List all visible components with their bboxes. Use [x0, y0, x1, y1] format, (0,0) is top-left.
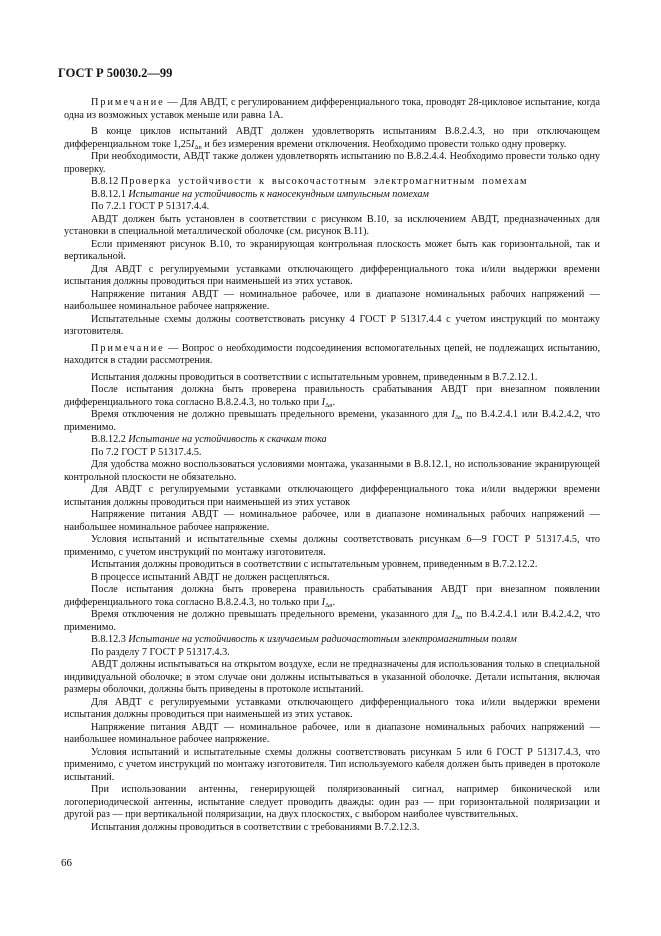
subsection-number: В.8.12.3	[91, 634, 129, 645]
note-paragraph	[64, 343, 600, 368]
document-header: ГОСТ Р 50030.2—99	[58, 66, 173, 80]
subscript: Δn	[454, 414, 463, 421]
note-text: — Для АВДТ, с регулированием дифференциального тока, проводят 28-цикловое испытание, когда одна из возможных уставок меньше или равна 1А.	[64, 97, 600, 121]
paragraph: Для АВДТ с регулируемыми уставками отключающего дифференциального тока и/или выдержки времени испытания должны проводиться при наименьшей из этих уставок.	[64, 696, 600, 720]
text-run: Время отключения не должно превышать предельного времени, указанного для	[91, 609, 452, 620]
paragraph	[64, 584, 600, 609]
paragraph: Напряжение питания АВДТ — номинальное рабочее, или в диапазоне номинальных рабочих напряжений — наибольшее номинальное рабочее напряжение.	[64, 509, 600, 533]
paragraph: АВДТ должен быть установлен в соответствии с рисунком В.10, за исключением АВДТ, предназначенных для установки в специальной металлической оболочке (см. рисунок В.11).	[64, 213, 600, 237]
reference-line: По разделу 7 ГОСТ Р 51317.4.3.	[91, 646, 230, 658]
subsection-heading	[64, 434, 600, 447]
paragraph	[64, 384, 600, 409]
reference-line: По 7.2 ГОСТ Р 51317.4.5.	[91, 446, 202, 458]
paragraph	[64, 409, 600, 434]
paragraph: АВДТ должны испытываться на открытом воздухе, если не предназначены для использования только в специальной индивидуальной оболочке; в этом случае они должны испытываться в указанной оболочке. Детали испытания, включая размеры оболочки, должны быть приведены в протоколе испытаний.	[64, 659, 600, 695]
text-run: После испытания должна быть проверена правильность срабатывания АВДТ при внезапном появлении дифференциального тока согласно В.8.2.4.3, но только при	[64, 384, 600, 408]
paragraph: Испытания должны проводиться в соответствии с требованиями В.7.2.12.3.	[91, 821, 420, 833]
paragraph: Испытательные схемы должны соответствовать рисунку 4 ГОСТ Р 51317.4.4 с учетом инструкций по монтажу изготовителя.	[64, 313, 600, 337]
text-run: по В.4.2.4.1 или В.4.2.4.2, что применимо.	[64, 409, 600, 433]
section-number: В.8.12	[91, 176, 121, 187]
symbol-current: I	[451, 609, 455, 620]
subsection-heading	[64, 634, 600, 647]
text-run: и без измерения времени отключения. Необходимо провести только одну проверку.	[201, 138, 567, 150]
text-run: Время отключения не должно превышать предельного времени, указанного для	[91, 409, 452, 420]
paragraph	[64, 126, 600, 151]
symbol-current: I	[451, 409, 455, 420]
paragraph: Если применяют рисунок В.10, то экранирующая контрольная плоскость может быть как горизонтальной, так и вертикальной.	[64, 238, 600, 262]
paragraph: Для АВДТ с регулируемыми уставками отключающего дифференциального тока и/или выдержки времени испытания должны проводиться при наименьшей из этих уставок	[64, 484, 600, 508]
paragraph	[64, 609, 600, 634]
section-heading	[64, 176, 600, 189]
paragraph: Для удобства можно воспользоваться условиями монтажа, указанными в В.8.12.1, но использование экранирующей контрольной плоскости не обязательно.	[64, 459, 600, 483]
text-run: .	[332, 596, 336, 608]
subsection-title: Испытание на устойчивость к скачкам тока	[128, 434, 327, 445]
note-label: Примечание	[91, 342, 165, 354]
subsection-number: В.8.12.1	[91, 188, 129, 200]
symbol-current: I	[190, 138, 195, 150]
subscript: Δn	[325, 601, 333, 609]
text-run: После испытания должна быть проверена правильность срабатывания АВДТ при внезапном появлении дифференциального тока согласно В.8.2.4.3, но только при	[64, 584, 600, 608]
subscript: Δn	[194, 143, 202, 151]
paragraph: Для АВДТ с регулируемыми уставками отключающего дифференциального тока и/или выдержки времени испытания должны проводиться при наименьшей из этих уставок.	[64, 263, 600, 287]
symbol-current: I	[321, 596, 326, 608]
subsection-number: В.8.12.2	[91, 434, 129, 445]
subscript: Δn	[325, 401, 333, 409]
reference-line: По 7.2.1 ГОСТ Р 51317.4.4.	[91, 201, 210, 212]
paragraph: Условия испытаний и испытательные схемы должны соответствовать рисункам 6—9 ГОСТ Р 51317.4.5, что применимо, с учетом инструкций по монтажу изготовителя.	[64, 534, 600, 558]
subscript: Δn	[454, 614, 463, 621]
note-paragraph	[64, 97, 600, 122]
subsection-title: Испытание на устойчивость к наносекундным импульсным помехам	[128, 188, 429, 200]
page-number: 66	[61, 857, 72, 869]
paragraph: Испытания должны проводиться в соответствии с испытательным уровнем, приведенным в В.7.2.12.2.	[91, 559, 538, 570]
paragraph: Напряжение питания АВДТ — номинальное рабочее, или в диапазоне номинальных рабочих напряжений — наибольшее номинальное рабочее напряжение.	[64, 288, 600, 312]
text-run: .	[332, 396, 336, 408]
document-body	[64, 97, 600, 834]
note-label: Примечание	[91, 97, 165, 108]
section-title: Проверка устойчивости к высокочастотным электромагнитным помехам	[120, 176, 528, 187]
subsection-heading	[64, 189, 600, 202]
text-run: по В.4.2.4.1 или В.4.2.4.2, что применимо.	[64, 609, 600, 633]
paragraph: При использовании антенны, генерирующей поляризованный сигнал, например биконической или логопериодической антенны, испытание следует проводить дважды: один раз — при горизонтальной поляризации и другой раз — при вертикальной поляризации, на двух плоскостях, с выбором наиболее чувствительных.	[64, 784, 600, 820]
text-run: В конце циклов испытаний АВДТ должен удовлетворять испытаниям В.8.2.4.3, но при отключающем дифференциальном токе 1,25	[64, 126, 600, 150]
note-text: — Вопрос о необходимости подсоединения вспомогательных цепей, не подлежащих испытанию, находится в стадии рассмотрения.	[64, 342, 600, 366]
paragraph: Испытания должны проводиться в соответствии с испытательным уровнем, приведенным в В.7.2.12.1.	[91, 371, 538, 383]
subsection-title: Испытание на устойчивость к излучаемым радиочастотным электромагнитным полям	[128, 634, 517, 645]
paragraph: Напряжение питания АВДТ — номинальное рабочее, или в диапазоне номинальных рабочих напряжений — наибольшее номинальное рабочее напряжение.	[64, 721, 600, 745]
paragraph: В процессе испытаний АВДТ не должен расцепляться.	[91, 571, 330, 583]
paragraph: При необходимости, АВДТ также должен удовлетворять испытанию по В.8.2.4.4. Необходимо провести только одну проверку.	[64, 151, 600, 175]
symbol-current: I	[321, 396, 326, 408]
paragraph: Условия испытаний и испытательные схемы должны соответствовать рисункам 5 или 6 ГОСТ Р 51317.4.3, что применимо, с учетом инструкций по монтажу изготовителя. Тип используемого кабеля должен быть приведен в протоколе испытаний.	[64, 746, 600, 783]
